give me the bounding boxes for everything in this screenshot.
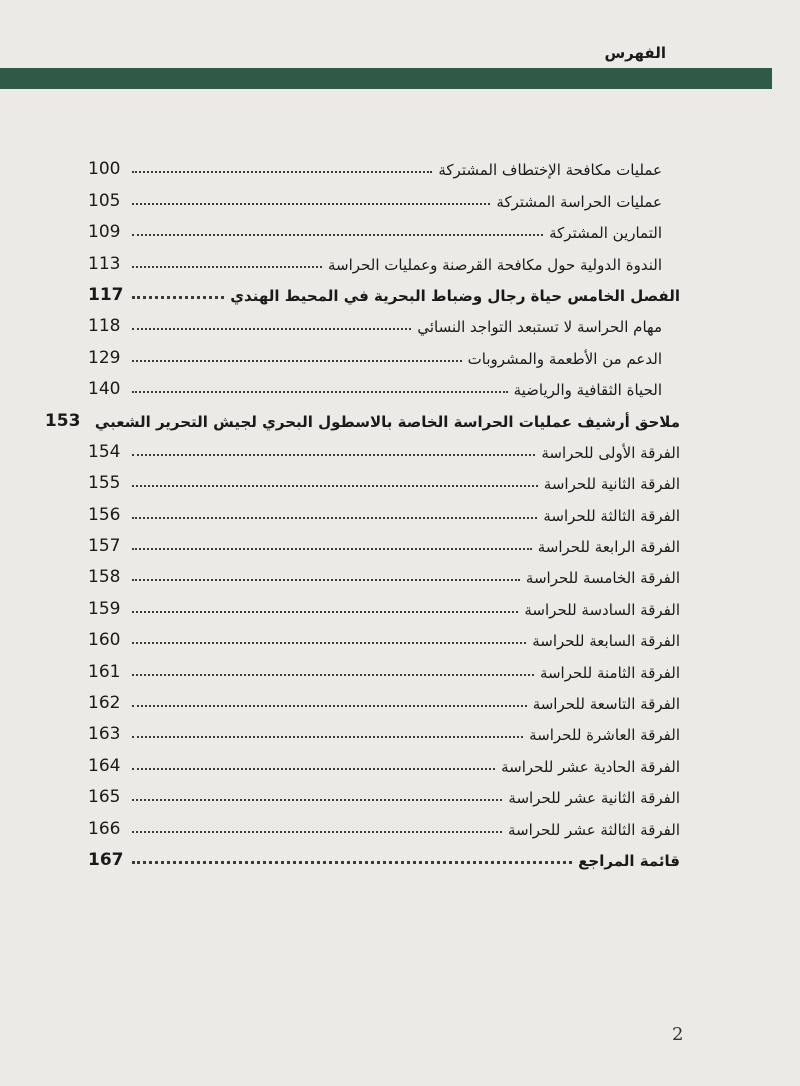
toc-entry bbox=[88, 274, 680, 305]
toc-entry-page: 100 bbox=[88, 159, 121, 180]
toc-entry-page: 162 bbox=[88, 693, 121, 714]
toc-entry bbox=[88, 744, 680, 775]
toc-entry bbox=[88, 242, 680, 273]
toc-entry-page: 158 bbox=[88, 567, 121, 588]
toc-entry-label: الفرقة التاسعة للحراسة bbox=[532, 695, 680, 714]
toc-entry-page: 165 bbox=[88, 787, 121, 808]
toc-entry-label: الفرقة الأولى للحراسة bbox=[541, 443, 680, 462]
toc-entry-page: 160 bbox=[88, 630, 121, 651]
toc-entry bbox=[88, 493, 680, 524]
toc-entry bbox=[88, 431, 680, 462]
table-of-contents bbox=[44, 148, 680, 870]
toc-entry-label: الفرقة الرابعة للحراسة bbox=[537, 538, 680, 557]
toc-entry bbox=[88, 368, 680, 399]
toc-entry bbox=[88, 587, 680, 618]
page-number: 2 bbox=[672, 1024, 684, 1045]
toc-entry-label: التمارين المشتركة bbox=[549, 224, 662, 243]
page-title: الفهرس bbox=[604, 44, 666, 62]
toc-entry-label: مهام الحراسة لا تستبعد التواجد النسائي bbox=[417, 318, 662, 337]
dot-leader bbox=[132, 485, 538, 487]
toc-entry-label: قائمة المراجع bbox=[578, 851, 680, 870]
toc-entry bbox=[88, 807, 680, 838]
toc-entry bbox=[88, 211, 680, 242]
dot-leader bbox=[132, 611, 518, 613]
toc-entry-label: الحياة الثقافية والرياضية bbox=[513, 381, 662, 400]
dot-leader bbox=[132, 799, 502, 801]
toc-entry-page: 157 bbox=[88, 536, 121, 557]
toc-entry-label: الندوة الدولية حول مكافحة القرصنة وعمليات الحراسة bbox=[328, 255, 662, 274]
dot-leader bbox=[132, 674, 534, 676]
toc-entry bbox=[88, 776, 680, 807]
dot-leader bbox=[132, 203, 490, 205]
toc-entry-label: الفرقة السادسة للحراسة bbox=[524, 600, 680, 619]
toc-entry-page: 140 bbox=[88, 379, 121, 400]
dot-leader bbox=[132, 171, 432, 173]
dot-leader bbox=[132, 768, 495, 770]
dot-leader bbox=[132, 234, 543, 236]
toc-entry-page: 156 bbox=[88, 504, 121, 525]
toc-entry bbox=[88, 148, 680, 179]
toc-entry-label: الفرقة الحادية عشر للحراسة bbox=[501, 757, 680, 776]
dot-leader bbox=[132, 296, 224, 299]
toc-entry-page: 109 bbox=[88, 222, 121, 243]
toc-entry bbox=[88, 556, 680, 587]
dot-leader bbox=[132, 328, 411, 330]
toc-entry bbox=[88, 336, 680, 367]
toc-entry-label: الفرقة الخامسة للحراسة bbox=[525, 569, 680, 588]
toc-entry-label: الفصل الخامس حياة رجال وضباط البحرية في المحيط الهندي bbox=[230, 286, 680, 305]
toc-entry-page: 105 bbox=[88, 190, 121, 211]
toc-entry-page: 154 bbox=[88, 441, 121, 462]
toc-entry-label: الفرقة الثالثة عشر للحراسة bbox=[508, 820, 680, 839]
toc-entry-label: عمليات مكافحة الإختطاف المشتركة bbox=[438, 161, 662, 180]
toc-entry bbox=[44, 399, 680, 431]
toc-entry bbox=[88, 305, 680, 336]
toc-entry bbox=[88, 839, 680, 870]
dot-leader bbox=[132, 705, 527, 707]
dot-leader bbox=[132, 454, 535, 456]
toc-entry-page: 166 bbox=[88, 818, 121, 839]
toc-entry-label: الفرقة العاشرة للحراسة bbox=[529, 726, 680, 745]
header-bar bbox=[0, 68, 772, 89]
toc-entry bbox=[88, 650, 680, 681]
dot-leader bbox=[132, 736, 523, 738]
dot-leader bbox=[132, 831, 502, 833]
toc-entry-page: 118 bbox=[88, 316, 121, 337]
dot-leader bbox=[132, 391, 508, 393]
toc-entry-page: 164 bbox=[88, 755, 121, 776]
dot-leader bbox=[132, 360, 462, 362]
toc-entry-label: عمليات الحراسة المشتركة bbox=[496, 192, 662, 211]
toc-entry-label: الفرقة الثانية للحراسة bbox=[543, 475, 680, 494]
toc-entry-label: الفرقة السابعة للحراسة bbox=[532, 632, 680, 651]
dot-leader bbox=[132, 861, 572, 864]
toc-entry bbox=[88, 713, 680, 744]
dot-leader bbox=[132, 548, 532, 550]
toc-entry-page: 153 bbox=[44, 410, 81, 431]
toc-entry-page: 161 bbox=[88, 661, 121, 682]
toc-entry-label: الدعم من الأطعمة والمشروبات bbox=[467, 349, 662, 368]
toc-entry bbox=[88, 619, 680, 650]
dot-leader bbox=[132, 642, 526, 644]
toc-entry-label: الفرقة الثامنة للحراسة bbox=[539, 663, 680, 682]
dot-leader bbox=[132, 579, 520, 581]
toc-entry bbox=[88, 179, 680, 210]
toc-entry-page: 117 bbox=[88, 284, 124, 305]
toc-entry-page: 113 bbox=[88, 253, 121, 274]
toc-entry-page: 129 bbox=[88, 347, 121, 368]
dot-leader bbox=[132, 517, 537, 519]
toc-entry-page: 155 bbox=[88, 473, 121, 494]
dot-leader bbox=[132, 266, 322, 268]
toc-entry-page: 159 bbox=[88, 598, 121, 619]
toc-entry bbox=[88, 525, 680, 556]
toc-entry-label: ملاحق أرشيف عمليات الحراسة الخاصة بالاسطول البحري لجيش التحرير الشعبي bbox=[94, 412, 680, 431]
toc-entry bbox=[88, 462, 680, 493]
toc-entry-label: الفرقة الثالثة للحراسة bbox=[543, 506, 680, 525]
toc-entry-page: 167 bbox=[88, 849, 124, 870]
toc-entry bbox=[88, 682, 680, 713]
toc-entry-page: 163 bbox=[88, 724, 121, 745]
toc-entry-label: الفرقة الثانية عشر للحراسة bbox=[508, 789, 680, 808]
